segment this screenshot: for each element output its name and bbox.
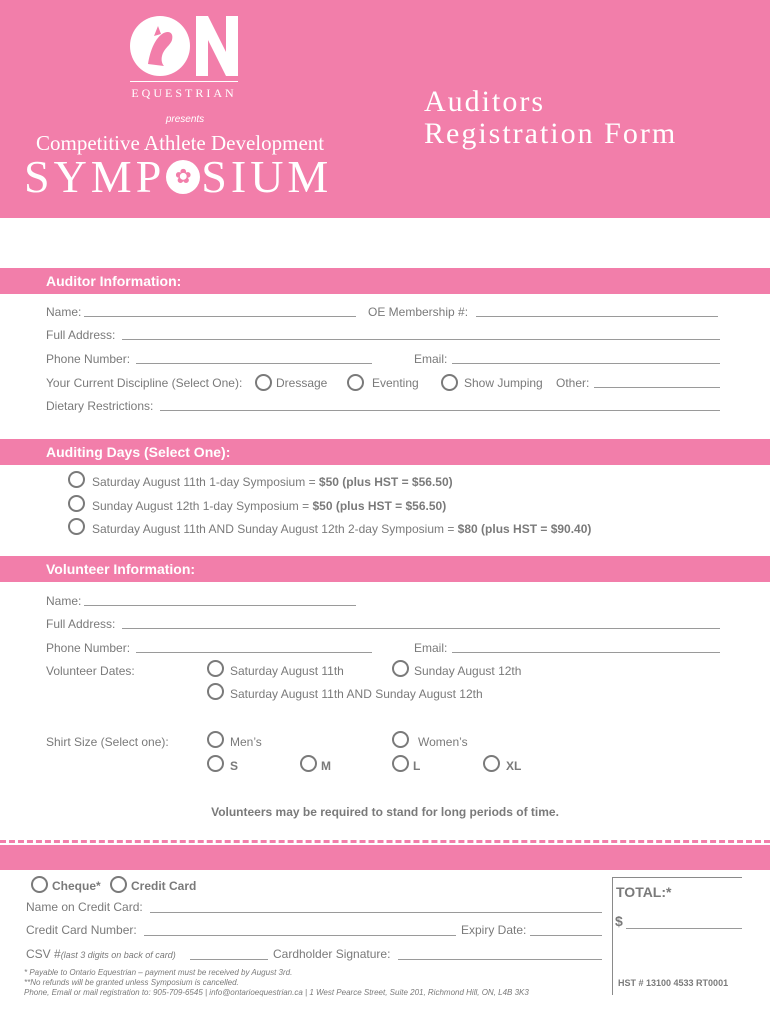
symposium-word-part-b: SIUM: [201, 151, 333, 202]
expiry-field[interactable]: [530, 935, 602, 936]
auditor-phone-label: Phone Number:: [46, 352, 131, 366]
payment-cheque-label: Cheque*: [52, 879, 101, 893]
payment-band: [0, 845, 770, 870]
volunteer-phone-field[interactable]: [136, 652, 372, 653]
volunteer-date-sunday-label: Sunday August 12th: [414, 664, 522, 678]
days-section-header: Auditing Days (Select One):: [0, 439, 770, 465]
volunteer-name-label: Name:: [46, 594, 82, 608]
dietary-label: Dietary Restrictions:: [46, 399, 154, 413]
logo-divider: [130, 81, 238, 82]
volunteer-date-both-radio[interactable]: [207, 683, 224, 700]
form-title: [424, 86, 677, 150]
symposium-wordmark: [24, 150, 332, 204]
signature-field[interactable]: [398, 959, 602, 960]
day-option-1-price: $50 (plus HST = $56.50): [318, 475, 453, 489]
discipline-dressage-label: Dressage: [276, 376, 328, 390]
discipline-label: Your Current Discipline (Select One):: [46, 376, 243, 390]
day-option-1-label: Saturday August 11th 1-day Symposium =: [92, 475, 319, 489]
discipline-other-label: Other:: [556, 376, 590, 390]
day-option-3-label: Saturday August 11th AND Sunday August 12th 2-day Symposium =: [92, 522, 458, 536]
cut-line-divider: [0, 840, 770, 843]
symposium-subtitle: Competitive Athlete Development: [36, 131, 325, 155]
maple-leaf-icon: [166, 160, 200, 194]
volunteer-date-sunday-radio[interactable]: [392, 660, 409, 677]
volunteer-date-both-label: Saturday August 11th AND Sunday August 12th: [230, 687, 483, 701]
day-option-2-radio[interactable]: [68, 495, 85, 512]
footnote-contact: Phone, Email or mail registration to: 905-709-6545 | info@ontarioequestrian.ca | 1 West Pearce Street, Suite 201, Richmond Hill, ON, L4B 3K3: [24, 988, 529, 997]
auditor-address-field[interactable]: [122, 339, 720, 340]
header-banner: [0, 0, 770, 218]
discipline-other-field[interactable]: [594, 387, 720, 388]
csv-label: [26, 947, 176, 961]
auditor-name-field[interactable]: [84, 316, 356, 317]
form-title-line1: Auditors: [424, 85, 545, 118]
auditor-section-header: Auditor Information:: [0, 268, 770, 294]
day-option-3-price: $80 (plus HST = $90.40): [457, 522, 592, 536]
volunteer-email-label: Email:: [414, 641, 448, 655]
total-dollar-sign: $: [615, 913, 623, 929]
day-option-1-radio[interactable]: [68, 471, 85, 488]
footnote-payable: * Payable to Ontario Equestrian – payment must be received by August 3rd.: [24, 968, 293, 977]
dietary-field[interactable]: [160, 410, 720, 411]
auditor-membership-label: OE Membership #:: [368, 305, 469, 319]
expiry-label: Expiry Date:: [461, 923, 527, 937]
volunteer-phone-label: Phone Number:: [46, 641, 131, 655]
brand-equestrian: EQUESTRIAN: [131, 86, 237, 100]
volunteer-date-saturday-radio[interactable]: [207, 660, 224, 677]
footnote-refunds: **No refunds will be granted unless Symposium is cancelled.: [24, 978, 239, 987]
shirt-size-label: Shirt Size (Select one):: [46, 735, 169, 749]
shirt-womens-label: Women’s: [418, 735, 468, 749]
shirt-mens-label: Men’s: [230, 735, 262, 749]
total-amount-field[interactable]: [626, 928, 742, 929]
discipline-dressage-radio[interactable]: [255, 374, 272, 391]
total-label: TOTAL:*: [616, 884, 672, 900]
volunteer-address-field[interactable]: [122, 628, 720, 629]
shirt-mens-radio[interactable]: [207, 731, 224, 748]
symposium-word-part-a: SYMP: [24, 151, 166, 202]
signature-label: Cardholder Signature:: [273, 947, 391, 961]
discipline-show-jumping-label: Show Jumping: [464, 376, 543, 390]
shirt-size-s-radio[interactable]: [207, 755, 224, 772]
auditor-email-label: Email:: [414, 352, 448, 366]
auditor-email-field[interactable]: [452, 363, 720, 364]
shirt-size-xl-label: XL: [506, 759, 522, 773]
hst-number: HST # 13100 4533 RT0001: [618, 978, 729, 988]
volunteer-date-saturday-label: Saturday August 11th: [230, 664, 344, 678]
shirt-size-m-label: M: [321, 759, 331, 773]
shirt-womens-radio[interactable]: [392, 731, 409, 748]
maple-leaf-glyph: ✿: [174, 166, 192, 188]
shirt-size-s-label: S: [230, 759, 239, 773]
auditor-phone-field[interactable]: [136, 363, 372, 364]
volunteer-name-field[interactable]: [84, 605, 356, 606]
discipline-show-jumping-radio[interactable]: [441, 374, 458, 391]
shirt-size-l-label: L: [413, 759, 421, 773]
presents-text: presents: [165, 114, 205, 125]
csv-field[interactable]: [190, 959, 268, 960]
shirt-size-xl-radio[interactable]: [483, 755, 500, 772]
payment-credit-radio[interactable]: [110, 876, 127, 893]
ontario-equestrian-logo-icon: [128, 14, 240, 80]
volunteer-address-label: Full Address:: [46, 617, 116, 631]
card-name-label: Name on Credit Card:: [26, 900, 143, 914]
csv-hint: (last 3 digits on back of card): [60, 950, 176, 960]
csv-label-text: CSV #: [26, 947, 61, 961]
auditor-name-label: Name:: [46, 305, 82, 319]
auditor-address-label: Full Address:: [46, 328, 116, 342]
day-option-2: [92, 499, 446, 513]
discipline-eventing-label: Eventing: [372, 376, 419, 390]
discipline-eventing-radio[interactable]: [347, 374, 364, 391]
day-option-3-radio[interactable]: [68, 518, 85, 535]
volunteer-dates-label: Volunteer Dates:: [46, 664, 135, 678]
shirt-size-m-radio[interactable]: [300, 755, 317, 772]
volunteer-notice: Volunteers may be required to stand for long periods of time.: [211, 805, 559, 819]
card-name-field[interactable]: [150, 912, 602, 913]
day-option-1: [92, 475, 453, 489]
volunteer-section-header: Volunteer Information:: [0, 556, 770, 582]
day-option-2-label: Sunday August 12th 1-day Symposium =: [92, 499, 313, 513]
volunteer-email-field[interactable]: [452, 652, 720, 653]
card-number-label: Credit Card Number:: [26, 923, 137, 937]
payment-cheque-radio[interactable]: [31, 876, 48, 893]
day-option-3: [92, 522, 591, 536]
form-title-line2: Registration Form: [424, 117, 678, 150]
day-option-2-price: $50 (plus HST = $56.50): [312, 499, 447, 513]
auditor-membership-field[interactable]: [476, 316, 718, 317]
card-number-field[interactable]: [144, 935, 456, 936]
shirt-size-l-radio[interactable]: [392, 755, 409, 772]
payment-credit-label: Credit Card: [131, 879, 197, 893]
